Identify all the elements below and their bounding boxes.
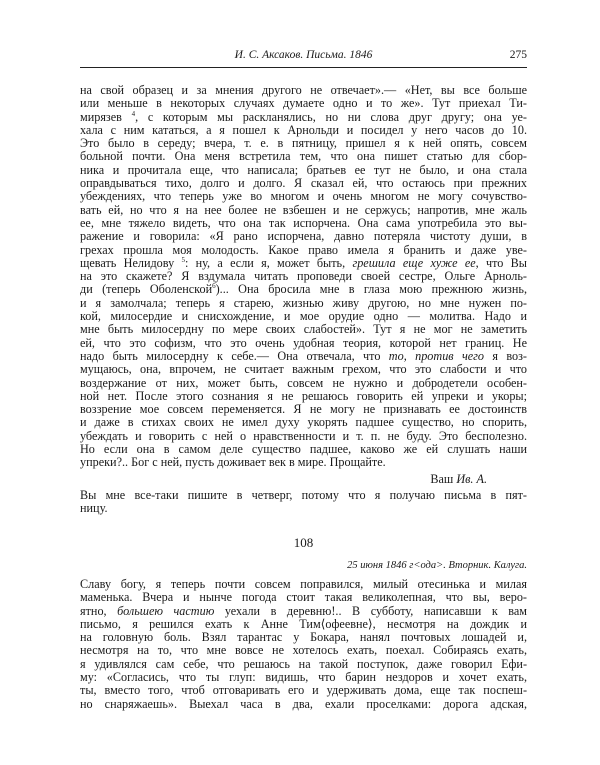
text-segment: Это было в середу; вчера, т. е. в пятницу, пришел я к ней опять, совсем xyxy=(80,137,527,151)
text-segment: ной нет. После этого сознания я не решаюсь говорить ей упреки и укоры; xyxy=(80,389,527,403)
text-line xyxy=(80,150,527,163)
text-segment: и я замолчала; теперь я старею, жизнью живу другою, но мне нужен по- xyxy=(80,296,527,310)
letter-dateline: 25 июня 1846 г<ода>. Вторник. Калуга. xyxy=(347,560,527,571)
text-segment: Вы мне все-таки пишите в четверг, потому что я получаю письма в пят- xyxy=(80,489,527,502)
text-segment: маменька. Вчера и нынче погода стоит такая великолепная, что вы, веро- xyxy=(80,591,527,605)
letter-108-body xyxy=(80,578,527,711)
text-line xyxy=(80,337,527,350)
text-line xyxy=(80,257,527,270)
text-segment: щевать Нелидову xyxy=(80,256,182,270)
text-segment: на головную боль. Взял тарантас у Бокара, нанял почтовых лошадей и, xyxy=(80,631,527,645)
text-line xyxy=(80,323,527,336)
text-segment: , что Вы xyxy=(475,256,527,270)
text-segment: ты, вместо того, чтоб отговаривать его и удерживать дома, еще так поспеш- xyxy=(80,684,527,698)
text-segment: грехах прошла моя молодость. Какое право имела я бранить и даже уве- xyxy=(80,243,527,257)
footnote-ref[interactable]: 6 xyxy=(212,283,216,291)
text-segment: хала с ним кататься, а я пошел к Арнольди и посидел у него часов до 10. xyxy=(80,123,527,137)
text-segment: Славу богу, я теперь почти совсем поправился, милый отесинька и милая xyxy=(80,578,527,591)
text-line xyxy=(80,283,527,296)
text-line xyxy=(80,605,527,618)
text-line xyxy=(80,244,527,257)
text-line xyxy=(80,270,527,283)
text-line xyxy=(80,164,527,177)
text-segment: вать ей, но что я на нее более не взбешен и не сержусь; напротив, мне жаль xyxy=(80,203,527,217)
text-line xyxy=(80,631,527,644)
page-number: 275 xyxy=(509,49,527,61)
text-line xyxy=(80,297,527,310)
text-segment: ее, мне тяжело видеть, что она так испорчена. Она сама употребила это вы- xyxy=(80,216,527,230)
text-line xyxy=(80,377,527,390)
text-segment: ятно, xyxy=(80,604,118,618)
text-segment: )... Она бросила мне в глаза мою прежнюю жизнь, xyxy=(215,283,527,297)
text-segment: упреки?.. Бог с ней, пусть доживает век в мире. Прощайте. xyxy=(80,456,386,470)
text-segment: ницу. xyxy=(80,502,108,516)
text-segment: я удивлялся сам себе, что решаюсь на такой поступок, даже говорил Ефи- xyxy=(80,657,527,671)
text-line xyxy=(80,124,527,137)
text-segment: му: «Согласись, что ты глуп: видишь, что барин нездоров и хочет ехать, xyxy=(80,671,527,685)
text-segment: письмо, я решился ехать к Анне Тим⟨офеевне⟩, несмотря на дождик и xyxy=(80,617,527,631)
text-segment: оправдываться тихо, долго и долго. Я сказал ей, что остаюсь при прежних xyxy=(80,177,527,191)
text-segment: на это скажете? Я вздумала читать проповеди своей сестре, Ольге Арноль- xyxy=(80,270,527,284)
italic-text: большею частию xyxy=(117,604,215,618)
text-segment: мущаюсь, она, впрочем, не считает важным грехом, что это слабости и что xyxy=(80,363,527,377)
text-line xyxy=(80,618,527,631)
italic-text: Ив. А. xyxy=(456,473,487,486)
text-segment: мирязев xyxy=(80,110,132,124)
letter-signature xyxy=(80,473,527,486)
text-line xyxy=(80,111,527,124)
text-segment: : ну, а если я, может быть, xyxy=(184,256,353,270)
text-segment: больной почти. Она меня встретила тем, что она пишет статью для сбор- xyxy=(80,150,527,164)
text-segment: воздержание от них, может быть, совсем не нужно и добродетели особен- xyxy=(80,376,527,390)
text-segment: но снаряжаешь». Выехал часа в два, ехали проселками: дорога адская, xyxy=(80,697,527,711)
text-line xyxy=(80,443,527,456)
text-line xyxy=(80,390,527,403)
text-segment: ражение и говорила: «Я рано испорчена, давно потеряла чистоту души, в xyxy=(80,230,527,244)
text-line xyxy=(80,416,527,429)
text-line xyxy=(80,489,527,502)
text-line xyxy=(80,204,527,217)
text-segment: мне быть милосердну по мере своих слабостей». Тут я не мог не заметить xyxy=(80,323,527,337)
text-line xyxy=(80,97,527,110)
text-segment: Ваш xyxy=(430,473,457,486)
text-segment: воззрение мое совсем переменяется. Я не могу не признавать ее достоинств xyxy=(80,403,527,417)
text-line xyxy=(80,658,527,671)
running-header xyxy=(80,49,527,65)
text-line xyxy=(80,84,527,97)
text-line xyxy=(80,430,527,443)
text-segment: я воз- xyxy=(484,349,527,363)
text-line xyxy=(80,363,527,376)
italic-text: грешила еще хуже ее xyxy=(352,256,476,270)
text-segment: , с которым мы раскланялись, но ни слова друг другу; она уе- xyxy=(135,110,527,124)
text-line xyxy=(80,177,527,190)
text-segment: или меньше в некоторых случаях думаете одно и то же». Тут приехал Ти- xyxy=(80,97,527,111)
text-segment: кой, милосердие и снисхождение, и мое орудие одно — молитва. Надо и xyxy=(80,310,527,324)
footnote-ref[interactable]: 4 xyxy=(131,110,136,118)
text-line xyxy=(80,137,527,150)
text-line xyxy=(80,230,527,243)
text-line xyxy=(80,310,527,323)
letter-postscript xyxy=(80,489,527,516)
italic-text: то, против чего xyxy=(388,349,485,363)
text-line xyxy=(80,591,527,604)
text-segment: Но если она в самом деле существо падшее, каково же ей слушать наши xyxy=(80,443,527,457)
text-segment: и даже в стихах своих не имел духу укорять падшее существо, но спорить, xyxy=(80,416,527,430)
text-segment: убеждать и говорить с ней о нравственности и т. п. не буду. Это бесполезно. xyxy=(80,429,527,443)
text-line xyxy=(80,403,527,416)
text-line xyxy=(80,502,527,515)
letter-number: 108 xyxy=(293,535,314,550)
text-segment: на свой образец и за мнения другого не отвечает».— «Нет, вы все больше xyxy=(80,84,527,97)
footnote-ref[interactable]: 5 xyxy=(181,256,185,264)
text-line xyxy=(80,350,527,363)
text-segment: уехали в деревню!.. В субботу, написавши к вам xyxy=(214,604,527,618)
text-segment: надо быть милосердну к себе.— Она отвечала, что xyxy=(80,349,389,363)
text-segment: ника и прочитала еще, что написала; братьев ее тут не было, и она стала xyxy=(80,163,527,177)
text-line xyxy=(80,456,527,469)
text-line xyxy=(80,473,527,486)
letter-107-end-body xyxy=(80,84,527,470)
text-line xyxy=(80,217,527,230)
text-line xyxy=(80,684,527,697)
text-line xyxy=(80,698,527,711)
header-rule xyxy=(80,67,527,68)
text-segment: ей, что это софизм, что это очень удобная теория, которой нет границ. Не xyxy=(80,336,527,350)
text-line xyxy=(80,190,527,203)
text-line xyxy=(80,578,527,591)
text-segment: убеждениях, что теперь уже во многом и очень многом не могу сочувство- xyxy=(80,190,527,204)
text-segment: ди (теперь Оболенской xyxy=(80,283,213,297)
running-title: И. С. Аксаков. Письма. 1846 xyxy=(234,49,373,61)
text-segment: несмотря на то, что мне вовсе не хотелось ехать, поехал. Собираясь ехать, xyxy=(80,644,527,658)
text-line xyxy=(80,671,527,684)
text-line xyxy=(80,644,527,657)
